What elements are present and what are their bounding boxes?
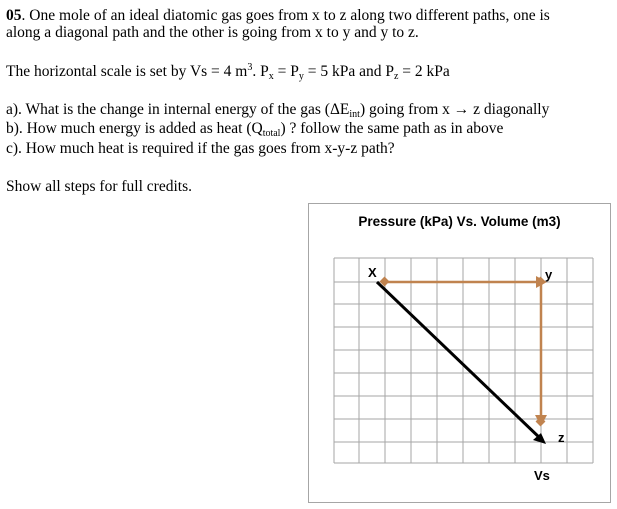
problem-text-1: . One mole of an ideal diatomic gas goes from x to z along two different paths, one is xyxy=(21,7,550,24)
point-z-label: z xyxy=(558,430,565,445)
py-subscript: y xyxy=(298,71,304,82)
diagonal-path-x-to-z xyxy=(377,282,542,440)
scale-exponent: 3 xyxy=(247,62,253,73)
question-a-text: a). What is the change in internal energy of the gas (ΔE xyxy=(6,101,350,118)
scale-text: The horizontal scale is set by Vs = 4 m xyxy=(6,63,248,80)
question-b-text: b). How much energy is added as heat (Q xyxy=(6,120,263,137)
chart-grid xyxy=(334,258,593,463)
question-b-suffix: ) ? follow the same path as in above xyxy=(280,120,504,137)
point-x-label: X xyxy=(368,265,377,280)
vs-axis-label: Vs xyxy=(534,468,550,483)
pz-value: = 2 kPa xyxy=(398,63,450,80)
problem-line-2: along a diagonal path and the other is going from x to y and y to z. xyxy=(6,24,419,41)
question-a-suffix: ) going from x → z diagonally xyxy=(359,101,550,118)
point-y-label: y xyxy=(545,267,553,282)
problem-number: 05 xyxy=(6,7,22,24)
px-subscript: x xyxy=(268,71,274,82)
py-label: = P xyxy=(273,63,299,80)
question-b-subscript: total xyxy=(262,128,281,139)
question-c: c). How much heat is required if the gas goes from x-y-z path? xyxy=(6,140,395,157)
pz-label: = 5 kPa and P xyxy=(303,63,394,80)
instructions-footer: Show all steps for full credits. xyxy=(6,178,192,195)
question-a-subscript: int xyxy=(349,109,360,120)
pressure-px-label: . P xyxy=(252,63,269,80)
pz-subscript: z xyxy=(393,71,399,82)
chart-title: Pressure (kPa) Vs. Volume (m3) xyxy=(358,214,561,229)
